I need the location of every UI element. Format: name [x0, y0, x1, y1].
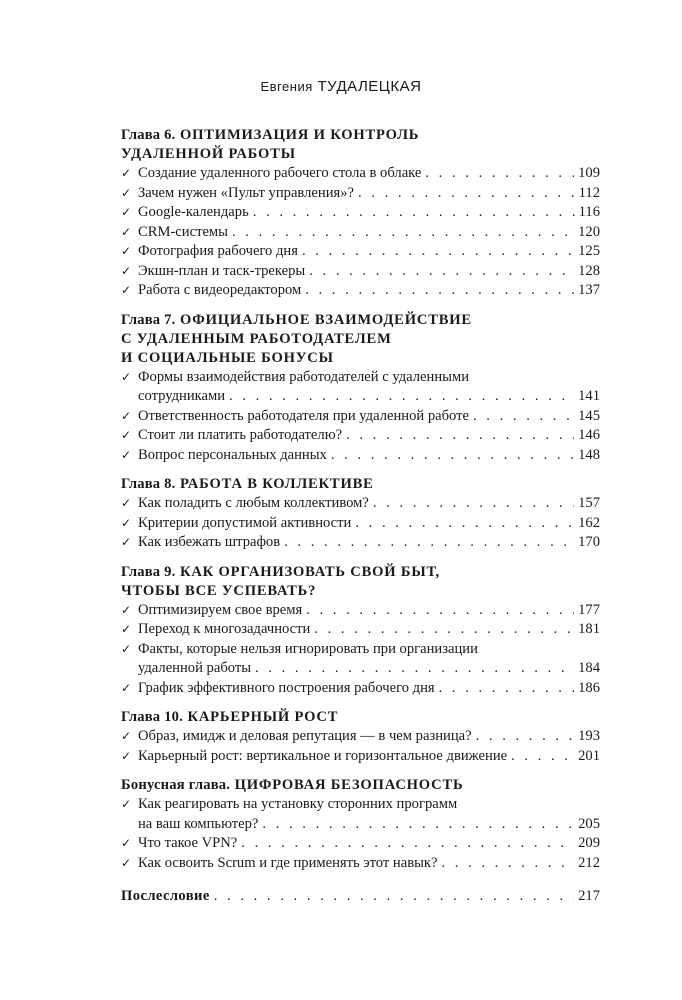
- toc-entry-body: [138, 426, 600, 446]
- chapter-heading: [121, 126, 600, 164]
- toc-entry-line: [138, 262, 600, 282]
- toc-entry-body: [138, 533, 600, 553]
- dot-leader: [241, 834, 574, 854]
- checkmark-icon: ✓: [121, 224, 132, 239]
- checkmark-icon: ✓: [121, 496, 132, 510]
- page-number: 201: [578, 747, 600, 764]
- page-number: 112: [578, 184, 600, 201]
- checkmark-icon: ✓: [121, 283, 132, 297]
- page-number: 125: [578, 243, 600, 259]
- toc-entry-body: [138, 727, 600, 747]
- checkmark-icon: ✓: [121, 408, 132, 423]
- checkmark-icon: ✓: [121, 535, 132, 549]
- toc-entry-body: [138, 620, 600, 640]
- page-number: 120: [578, 223, 600, 240]
- toc-entry-text-line: Формы взаимодействия работодателей с удаленными: [138, 368, 470, 385]
- toc-entry: [121, 446, 600, 466]
- chapter-heading: [121, 708, 600, 727]
- page-number: 137: [578, 282, 600, 298]
- toc-entry-text: сотрудниками: [138, 388, 226, 404]
- dot-leader: [253, 203, 575, 223]
- page-number: 184: [578, 660, 600, 676]
- toc-entry-text: на ваш компьютер?: [138, 815, 259, 832]
- toc-entry-line: [138, 679, 600, 699]
- toc-entry-text: Работа с видеоредактором: [138, 282, 302, 298]
- toc-entry: [121, 679, 600, 699]
- toc-entry-body: [138, 446, 600, 466]
- toc-entry-body: [138, 262, 600, 282]
- chapter-title-text: КАК ОРГАНИЗОВАТЬ СВОЙ БЫТ, ЧТОБЫ ВСЕ УСПЕВАТЬ?: [121, 563, 440, 599]
- page-number: 157: [578, 495, 600, 511]
- chapter-label: Глава 6.: [121, 127, 176, 143]
- toc-entry-body: [138, 601, 600, 621]
- dot-leader: [373, 494, 574, 514]
- toc-entry: [121, 640, 600, 679]
- checkmark-icon: ✓: [121, 447, 132, 462]
- chapter-title-text: ОПТИМИЗАЦИЯ И КОНТРОЛЬ УДАЛЕННОЙ РАБОТЫ: [121, 127, 420, 162]
- toc-entry-text: Вопрос персональных данных: [138, 446, 327, 463]
- author-first-name: Евгения: [260, 79, 313, 94]
- toc-entry-text: Образ, имидж и деловая репутация — в чем разница?: [138, 728, 472, 744]
- dot-leader: [262, 815, 574, 835]
- dot-leader: [214, 887, 574, 907]
- dot-leader: [232, 223, 574, 243]
- chapter-heading: [121, 475, 600, 494]
- toc-entry-line: [138, 164, 600, 184]
- checkmark-icon: ✓: [121, 622, 132, 636]
- dot-leader: [306, 601, 574, 621]
- chapter-title-text: ЦИФРОВАЯ БЕЗОПАСНОСТЬ: [234, 777, 464, 793]
- dot-leader: [473, 407, 574, 427]
- page-number: 170: [578, 534, 600, 550]
- toc-entry-body: [138, 795, 600, 834]
- chapter-section: [121, 126, 600, 301]
- toc-entry-line: [138, 601, 600, 621]
- toc-entry: [121, 262, 600, 282]
- toc-entry-line: [138, 854, 600, 874]
- page-number: 148: [578, 446, 600, 463]
- toc-entry-body: [138, 679, 600, 699]
- toc-entry: [121, 242, 600, 262]
- toc-entry-line: [138, 747, 600, 767]
- page-number: 109: [578, 165, 600, 181]
- toc-entry: [121, 281, 600, 301]
- checkmark-icon: ✓: [121, 680, 132, 695]
- chapter-section: [121, 475, 600, 553]
- toc-entry-text-line: Факты, которые нельзя игнорировать при организации: [138, 640, 478, 657]
- toc-entry: [121, 184, 600, 204]
- toc-entry: [121, 795, 600, 834]
- chapter-label: Глава 7.: [121, 311, 176, 328]
- toc-entry-body: [138, 164, 600, 184]
- dot-leader: [229, 387, 574, 407]
- dot-leader: [309, 262, 574, 282]
- toc-entry-line: [138, 533, 600, 553]
- toc-entry-body: [138, 368, 600, 407]
- toc-entry-body: [138, 747, 600, 767]
- toc-entry-text: Критерии допустимой активности: [138, 514, 352, 531]
- toc-entry-line: [138, 620, 600, 640]
- toc-entry: [121, 494, 600, 514]
- afterword-title: Послесловие: [121, 888, 210, 904]
- dot-leader: [358, 184, 575, 204]
- toc-entry-text: Что такое VPN?: [138, 835, 238, 851]
- page-number: 205: [578, 815, 600, 832]
- page-number: 209: [578, 835, 600, 851]
- chapter-label: Глава 9.: [121, 563, 176, 580]
- page-number: 212: [578, 854, 600, 871]
- checkmark-icon: ✓: [121, 515, 132, 530]
- toc-entry-text: Ответственность работодателя при удаленной работе: [138, 407, 469, 424]
- checkmark-icon: ✓: [121, 185, 132, 200]
- afterword-line: [121, 887, 600, 907]
- page-number: 145: [578, 407, 600, 424]
- toc-entry-text: CRM-системы: [138, 223, 228, 240]
- checkmark-icon: ✓: [121, 641, 132, 656]
- toc-entry-text: Как поладить с любым коллективом?: [138, 495, 369, 511]
- toc-entry: [121, 620, 600, 640]
- toc-entry-text: Создание удаленного рабочего стола в облаке: [138, 165, 422, 181]
- checkmark-icon: ✓: [121, 428, 132, 442]
- author-last-name: ТУДАЛЕЦКАЯ: [317, 78, 422, 95]
- page-number: 162: [578, 514, 600, 531]
- toc-entry: [121, 601, 600, 621]
- toc-entry: [121, 203, 600, 223]
- chapter-heading: [121, 311, 600, 368]
- toc-entry: [121, 854, 600, 874]
- toc-entry-text: Как избежать штрафов: [138, 534, 281, 550]
- toc-entry-text: Оптимизируем свое время: [138, 601, 303, 618]
- toc-entry: [121, 426, 600, 446]
- checkmark-icon: ✓: [121, 166, 132, 180]
- chapter-label: Глава 8.: [121, 476, 176, 492]
- toc-entry: [121, 834, 600, 854]
- dot-leader: [314, 620, 574, 640]
- page-number: 217: [578, 888, 600, 904]
- dot-leader: [346, 426, 574, 446]
- toc-entry-line: [138, 203, 600, 223]
- toc-entry-text: Стоит ли платить работодателю?: [138, 427, 343, 443]
- toc-entry-line: [138, 242, 600, 262]
- toc-entry-text: удаленной работы: [138, 660, 252, 676]
- toc-entry: [121, 533, 600, 553]
- toc-entry-body: [138, 203, 600, 223]
- toc-entry-body: [138, 184, 600, 204]
- toc-entry-body: [138, 281, 600, 301]
- dot-leader: [284, 533, 574, 553]
- checkmark-icon: ✓: [121, 797, 132, 811]
- toc-entry: [121, 514, 600, 534]
- dot-leader: [305, 281, 574, 301]
- toc-entry-line: [138, 514, 600, 534]
- chapter-heading: [121, 563, 600, 601]
- toc-entry-text: Фотография рабочего дня: [138, 243, 298, 259]
- page-number: 177: [578, 601, 600, 618]
- toc-entry-line: [138, 815, 600, 835]
- chapter-section: [121, 776, 600, 873]
- toc-entry-text: График эффективного построения рабочего дня: [138, 679, 435, 696]
- chapter-label: Глава 10.: [121, 709, 183, 725]
- chapter-section: [121, 563, 600, 699]
- toc-entry-line: [138, 184, 600, 204]
- checkmark-icon: ✓: [121, 263, 132, 278]
- toc-entry-text: Как освоить Scrum и где применять этот навык?: [138, 854, 438, 871]
- toc-entry-line: [138, 446, 600, 466]
- toc-entry-body: [138, 494, 600, 514]
- toc-entry-body: [138, 640, 600, 679]
- toc-entry: [121, 407, 600, 427]
- toc-entry-line: [138, 426, 600, 446]
- toc-entry-text-line: Как реагировать на установку сторонних программ: [138, 796, 458, 812]
- toc-entry-body: [138, 514, 600, 534]
- chapter-section: [121, 708, 600, 766]
- toc-entry-line: [138, 659, 600, 679]
- dot-leader: [439, 679, 574, 699]
- toc-entry: [121, 368, 600, 407]
- dot-leader: [476, 727, 575, 747]
- toc-entry-line: [138, 223, 600, 243]
- afterword-entry: [121, 887, 600, 907]
- chapter-title-text: ОФИЦИАЛЬНОЕ ВЗАИМОДЕЙСТВИЕ С УДАЛЕННЫМ РАБОТОДАТЕЛЕМ И СОЦИАЛЬНЫЕ БОНУСЫ: [121, 311, 472, 366]
- chapter-title-text: РАБОТА В КОЛЛЕКТИВЕ: [179, 476, 374, 492]
- checkmark-icon: ✓: [121, 855, 132, 870]
- toc-entry-body: [138, 834, 600, 854]
- toc-entry-text: Зачем нужен «Пульт управления»?: [138, 184, 354, 201]
- checkmark-icon: ✓: [121, 369, 132, 384]
- dot-leader: [331, 446, 574, 466]
- page-number: 146: [578, 427, 600, 443]
- toc-entry-line: [138, 281, 600, 301]
- toc-entry-text: Google-календарь: [138, 204, 249, 220]
- chapter-heading: [121, 776, 600, 795]
- chapter-title-text: КАРЬЕРНЫЙ РОСТ: [187, 709, 339, 725]
- toc-entry-body: [138, 854, 600, 874]
- dot-leader: [425, 164, 574, 184]
- dot-leader: [302, 242, 574, 262]
- dot-leader: [255, 659, 574, 679]
- toc-entry-line: [138, 387, 600, 407]
- chapter-label: Бонусная глава.: [121, 777, 231, 793]
- dot-leader: [441, 854, 574, 874]
- toc-entry: [121, 727, 600, 747]
- table-of-contents: [121, 126, 600, 907]
- toc-entry-body: [138, 407, 600, 427]
- running-head: [0, 78, 682, 95]
- toc-entry: [121, 164, 600, 184]
- checkmark-icon: ✓: [121, 205, 132, 219]
- checkmark-icon: ✓: [121, 602, 132, 617]
- toc-entry-line: [138, 727, 600, 747]
- checkmark-icon: ✓: [121, 729, 132, 743]
- toc-entry-text: Экшн-план и таск-трекеры: [138, 262, 306, 279]
- toc-entry-body: [138, 242, 600, 262]
- toc-entry-line: [138, 494, 600, 514]
- toc-entry: [121, 747, 600, 767]
- page-number: 181: [578, 621, 600, 637]
- page-number: 116: [578, 204, 600, 220]
- toc-entry-line: [138, 407, 600, 427]
- checkmark-icon: ✓: [121, 748, 132, 763]
- dot-leader: [511, 747, 574, 767]
- dot-leader: [355, 514, 574, 534]
- checkmark-icon: ✓: [121, 244, 132, 258]
- checkmark-icon: ✓: [121, 836, 132, 850]
- toc-entry-text: Переход к многозадачности: [138, 621, 311, 637]
- toc-entry: [121, 223, 600, 243]
- toc-entry-line: [138, 834, 600, 854]
- toc-entry-body: [138, 223, 600, 243]
- toc-entry-text: Карьерный рост: вертикальное и горизонтальное движение: [138, 747, 508, 764]
- page-number: 141: [578, 388, 600, 404]
- page-number: 128: [578, 262, 600, 279]
- page-number: 193: [578, 728, 600, 744]
- chapter-section: [121, 311, 600, 466]
- page-number: 186: [578, 679, 600, 696]
